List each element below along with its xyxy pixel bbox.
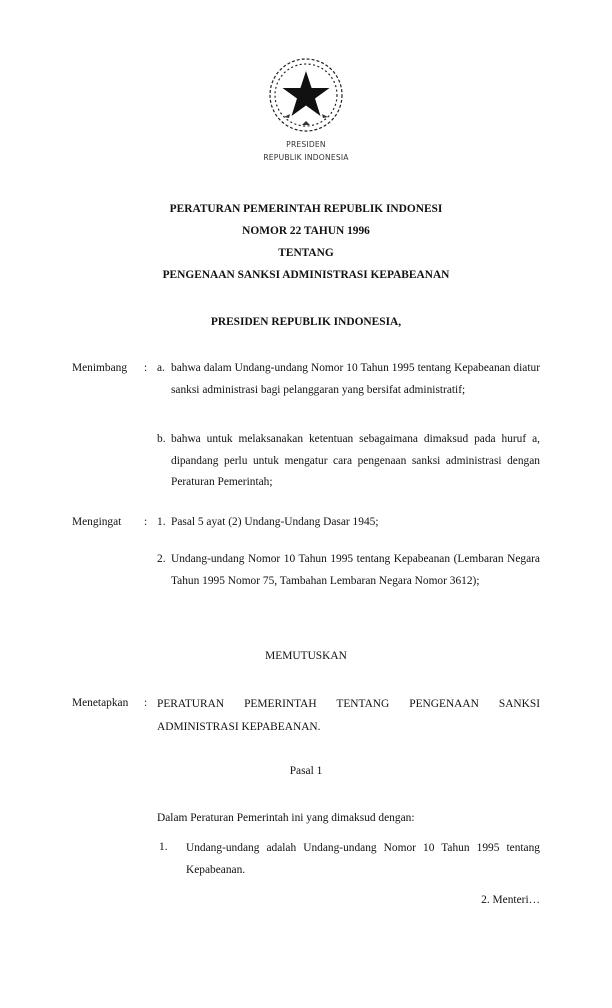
menimbang-label: Menimbang <box>72 362 128 374</box>
continuation-note: 2. Menteri… <box>481 894 540 906</box>
mengingat-label: Mengingat <box>72 516 122 528</box>
title-line-1: PERATURAN PEMERINTAH REPUBLIK INDONESI <box>169 203 443 215</box>
title-line-2: NOMOR 22 TAHUN 1996 <box>242 225 370 237</box>
mengingat-2-marker: 2. <box>157 553 166 565</box>
title-line-4: PENGENAAN SANKSI ADMINISTRASI KEPABEANAN <box>162 269 450 281</box>
mengingat-1-text: Pasal 5 ayat (2) Undang-Undang Dasar 1945; <box>171 516 379 528</box>
mengingat-2-text: Undang-undang Nomor 10 Tahun 1995 tentang Kepabeanan (Lembaran Negara Tahun 1995 Nomor 75, Tambahan Lembaran Negara Nomor 3612); <box>171 553 540 587</box>
title-line-3: TENTANG <box>278 247 334 259</box>
president-line: PRESIDEN REPUBLIK INDONESIA, <box>210 316 402 328</box>
menetapkan-label: Menetapkan <box>72 697 129 709</box>
menimbang-a-marker: a. <box>157 362 165 374</box>
definition-1-marker: 1. <box>159 841 168 853</box>
header-line-2: REPUBLIK INDONESIA <box>263 153 349 162</box>
menetapkan-colon: : <box>144 697 148 709</box>
menimbang-b-marker: b. <box>157 433 166 445</box>
mengingat-colon: : <box>144 516 148 528</box>
presidential-emblem <box>266 55 346 135</box>
header-line-1: PRESIDEN <box>286 140 326 149</box>
pasal-intro: Dalam Peraturan Pemerintah ini yang dimaksud dengan: <box>157 812 415 824</box>
memutuskan-heading: MEMUTUSKAN <box>265 650 347 662</box>
mengingat-1-marker: 1. <box>157 516 166 528</box>
pasal-heading: Pasal 1 <box>289 765 323 777</box>
menimbang-a-text: bahwa dalam Undang-undang Nomor 10 Tahun 1995 tentang Kepabeanan diatur sanksi administrasi bagi pelanggaran yang bersifat administratif; <box>171 362 540 396</box>
menimbang-colon: : <box>144 362 148 374</box>
menetapkan-text: PERATURAN PEMERINTAH TENTANG PENGENAAN SANKSI ADMINISTRASI KEPABEANAN. <box>157 698 540 733</box>
definition-1-text: Undang-undang adalah Undang-undang Nomor 10 Tahun 1995 tentang Kepabeanan. <box>186 842 540 876</box>
menimbang-b-text: bahwa untuk melaksanakan ketentuan sebagaimana dimaksud pada huruf a, dipandang perlu untuk mengatur cara pengenaan sanksi administrasi dengan Peraturan Pemerintah; <box>171 433 540 488</box>
